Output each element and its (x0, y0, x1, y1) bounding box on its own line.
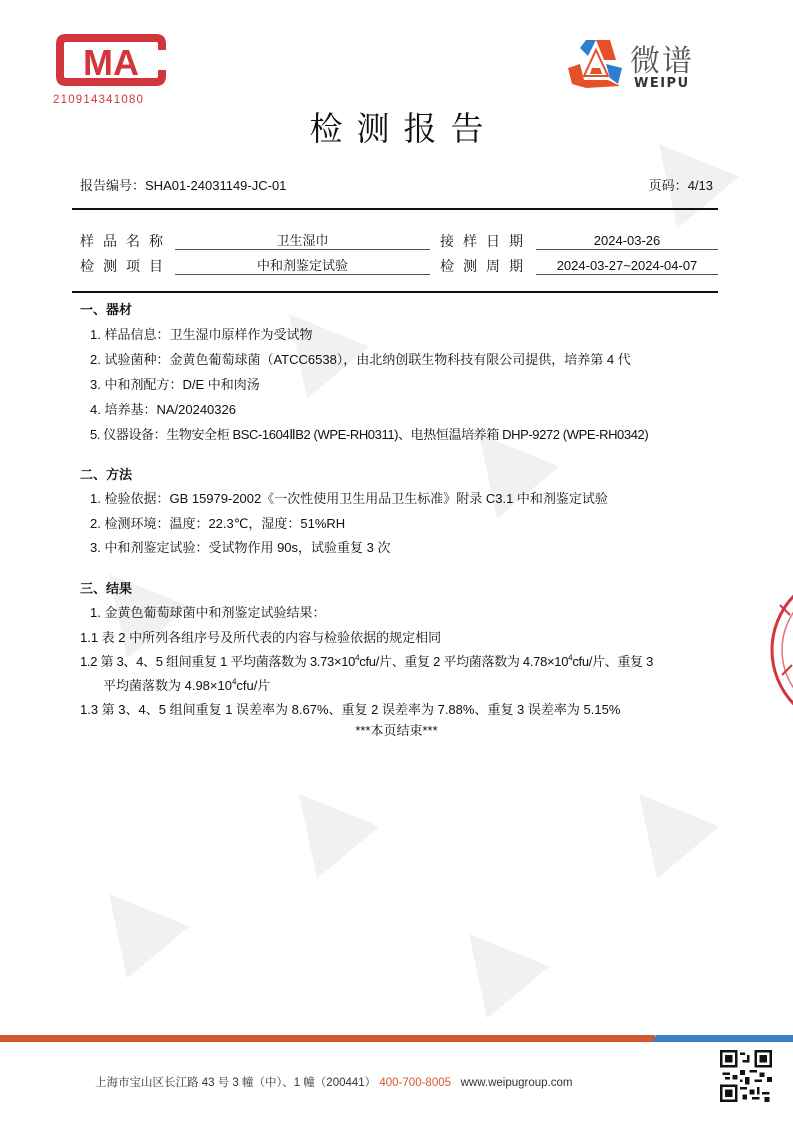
page-end-marker: ***本页结束*** (355, 723, 438, 738)
results-item: 1.2 第 3、4、5 组间重复 1 平均菌落数为 $3.73\times 10^4cfu/$片、重复 2 平均菌落数为 $4.78\times 10^4cfu/$片、重复 3 (80, 653, 654, 669)
method-item: 1. 检验依据：GB 15979-2002《一次性使用卫生用品卫生标准》附录 C3.1 中和剂鉴定试验 (90, 491, 608, 506)
equipment-item: 3. 中和剂配方：D/E 中和肉汤 (90, 377, 260, 392)
svg-text:MA: MA (83, 42, 139, 83)
qr-code-icon (720, 1050, 772, 1102)
brand-name-cn: 微谱 (630, 44, 694, 79)
divider (72, 291, 718, 293)
footer-bar-blue (652, 1035, 793, 1042)
method-item: 3. 中和剂鉴定试验：受试物作用 90s，试验重复 3 次 (90, 540, 391, 555)
seal-stamp-icon (770, 565, 793, 735)
brand-name-en: WEIPU (634, 76, 690, 91)
cma-number: 210914341080 (53, 94, 145, 106)
watermark-logo-icon (262, 762, 389, 889)
equipment-item: 4. 培养基：NA/20240326 (90, 402, 236, 417)
watermark-logo-icon (602, 762, 729, 889)
sample-name-value: 卫生湿巾 (175, 232, 430, 250)
results-item: 1. 金黄色葡萄球菌中和剂鉴定试验结果： (90, 605, 326, 620)
section-equipment-title: 一、器材 (80, 303, 133, 318)
watermark-logo-icon (252, 282, 379, 409)
footer-phone: 400-700-8005 (379, 1077, 452, 1089)
results-item: 1.3 第 3、4、5 组间重复 1 误差率为 8.67%、重复 2 误差率为 7.88%、重复 3 误差率为 5.15% (80, 702, 621, 717)
report-number (80, 175, 286, 194)
page-number (649, 175, 713, 194)
watermark-logo-icon (442, 402, 569, 529)
test-period-value: 2024-03-27~2024-04-07 (536, 257, 718, 275)
page-number-label: 页码： (648, 178, 688, 193)
report-number-value: SHA01-24031149-JC-01 (145, 178, 287, 193)
page-number-value: 4/13 (687, 178, 713, 193)
receive-date-label: 接样日期 (440, 234, 532, 250)
test-period-label: 检测周期 (440, 259, 532, 275)
sample-name-label: 样品名称 (80, 234, 172, 250)
watermark-logo-icon (72, 862, 199, 989)
equipment-item: 5. 仪器设备：生物安全柜 BSC-1604ⅡB2 (WPE-RH0311)、电热恒温培养箱 DHP-9272 (WPE-RH0342) (90, 427, 649, 442)
footer-website[interactable]: www.weipugroup.com (460, 1077, 573, 1089)
results-item-continued: 平均菌落数为 $4.98\times 10^4cfu/$片 (103, 677, 271, 693)
section-results-title: 三、结果 (80, 582, 133, 597)
weipu-logo-icon (566, 38, 626, 90)
receive-date-value: 2024-03-26 (536, 232, 718, 250)
test-item-label: 检测项目 (80, 259, 172, 275)
equipment-item: 1. 样品信息：卫生湿巾原样作为受试物 (90, 327, 313, 342)
footer-bar-orange (0, 1035, 655, 1042)
divider (72, 208, 718, 210)
footer-contact (95, 1074, 572, 1090)
results-item: 1.1 表 2 中所列各组序号及所代表的内容与检验依据的规定相同 (80, 630, 442, 645)
equipment-item: 2. 试验菌种：金黄色葡萄球菌（ATCC6538），由北纳创联生物科技有限公司提供，培养第 4 代 (90, 352, 631, 367)
report-number-label: 报告编号： (80, 178, 146, 193)
cma-logo-icon (52, 30, 170, 90)
method-item: 2. 检测环境：温度：22.3℃，湿度：51%RH (90, 516, 346, 531)
page-title: 检测报告 (309, 109, 498, 148)
test-item-value: 中和剂鉴定试验 (175, 257, 430, 275)
watermark-logo-icon (432, 902, 559, 1029)
footer-address: 上海市宝山区长江路 43 号 3 幢（中）、1 幢（200441） (95, 1077, 377, 1089)
section-method-title: 二、方法 (80, 468, 133, 483)
